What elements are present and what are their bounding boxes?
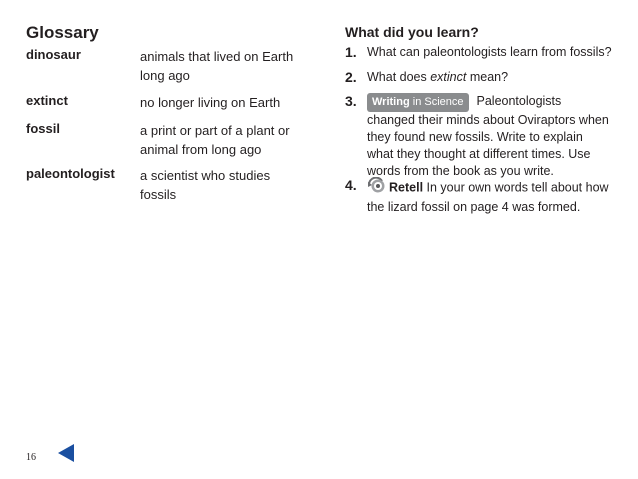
glossary-definition: no longer living on Earth: [140, 95, 281, 110]
badge-text: in Science: [409, 96, 464, 108]
previous-page-arrow-icon[interactable]: [57, 443, 75, 468]
glossary-term: extinct: [26, 93, 68, 108]
glossary-term: paleontologist: [26, 166, 115, 181]
glossary-definition: a scientist who studies fossils: [140, 168, 271, 202]
writing-in-science-badge: [367, 93, 469, 112]
glossary-term: fossil: [26, 121, 60, 136]
glossary-term: dinosaur: [26, 47, 81, 62]
question-text-start: What does: [367, 70, 431, 84]
question-text: [367, 93, 612, 180]
question-text: [367, 69, 612, 86]
retell-icon: [367, 177, 386, 199]
question-text: What can paleontologists learn from fossils?: [367, 45, 612, 59]
glossary-definition: animals that lived on Earth long ago: [140, 49, 294, 83]
retell-label: Retell: [389, 180, 424, 195]
glossary-definition: a print or part of a plant or animal from long ago: [140, 123, 290, 157]
question-text: [367, 177, 612, 216]
question-body: Paleontologists changed their minds about Oviraptors when they found new fossils. Write to explain what they thought at different times. Use words from the book as you write.: [367, 94, 609, 178]
question-body: In your own words tell about how the lizard fossil on page 4 was formed.: [367, 180, 609, 214]
badge-bold-text: Writing: [372, 96, 410, 108]
question-number: 2.: [345, 69, 357, 85]
question-number: 3.: [345, 93, 357, 109]
review-title: What did you learn?: [345, 24, 479, 40]
question-text-end: mean?: [466, 70, 509, 84]
question-number: 4.: [345, 177, 357, 193]
emphasized-word: extinct: [430, 70, 467, 84]
question-number: 1.: [345, 44, 357, 60]
page-number: 16: [26, 452, 36, 463]
glossary-title: Glossary: [26, 23, 99, 42]
